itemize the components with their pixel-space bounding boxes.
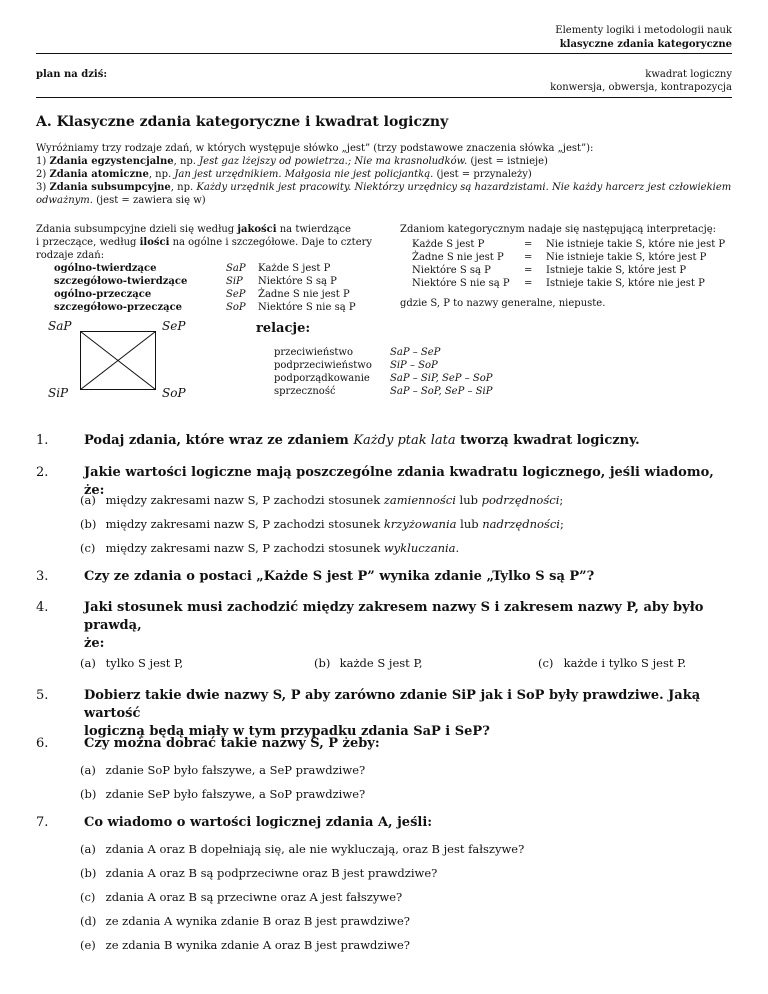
- left-line-1: Zdania subsumpcyjne dzieli się według jakości na twierdzące: [36, 224, 351, 235]
- plan-item-2: konwersja, obwersja, kontrapozycja: [550, 82, 732, 93]
- plan-item-1: kwadrat logiczny: [645, 69, 732, 80]
- q2-sub-b: (b) między zakresami nazw S, P zachodzi stosunek krzyżowania lub nadrzędności;: [80, 517, 564, 531]
- interp-row: Niektóre S nie są P = Istnieje takie S, które nie jest P: [412, 278, 705, 289]
- square-label-sop: SoP: [162, 386, 186, 400]
- relation-row: przeciwieństwo SaP – SeP: [274, 347, 441, 358]
- q7-sub-b: (b) zdania A oraz B są podprzeciwne oraz B jest prawdziwe?: [80, 866, 438, 880]
- relations-title: relacje:: [256, 321, 311, 336]
- intro-item-3: 3) Zdania subsumpcyjne, np. Każdy urzędnik jest pracowity. Niektórzy urzędnicy są hazardzistami. Nie każdy harcerz jest człowiekiem: [36, 182, 732, 193]
- section-title: A. Klasyczne zdania kategoryczne i kwadrat logiczny: [36, 114, 449, 130]
- left-line-3: rodzaje zdań:: [36, 250, 105, 261]
- course-title: Elementy logiki i metodologii nauk: [555, 25, 732, 36]
- q7-sub-d: (d) ze zdania A wynika zdanie B oraz B jest prawdziwe?: [80, 914, 410, 928]
- q7-sub-a: (a) zdania A oraz B dopełniają się, ale nie wykluczają, oraz B jest fałszywe?: [80, 842, 525, 856]
- square-label-sep: SeP: [162, 319, 186, 333]
- intro-line: Wyróżniamy trzy rodzaje zdań, w których występuje słówko „jest” (trzy podstawowe znaczenia słówka „jest”):: [36, 143, 594, 154]
- relation-row: podprzeciwieństwo SiP – SoP: [274, 360, 438, 371]
- kind-row: ogólno-przeczące SeP Żadne S nie jest P: [54, 289, 350, 300]
- q7-sub-c: (c) zdania A oraz B są przeciwne oraz A jest fałszywe?: [80, 890, 403, 904]
- q7-sub-e: (e) ze zdania B wynika zdanie A oraz B jest prawdziwe?: [80, 938, 410, 952]
- q4-sub-b: (b) każde S jest P,: [314, 656, 423, 670]
- kind-row: szczegółowo-przeczące SoP Niektóre S nie są P: [54, 302, 356, 313]
- interp-row: Każde S jest P = Nie istnieje takie S, które nie jest P: [412, 239, 726, 250]
- plan-label: plan na dziś:: [36, 69, 108, 80]
- relation-row: podporządkowanie SaP – SiP, SeP – SoP: [274, 373, 493, 384]
- intro-item-1: 1) Zdania egzystencjalne, np. Jest gaz lżejszy od powietrza.; Nie ma krasnoludków. (jest = istnieje): [36, 156, 548, 167]
- intro-item-2: 2) Zdania atomiczne, np. Jan jest urzędnikiem. Małgosia nie jest policjantką. (jest = przynależy): [36, 169, 532, 180]
- q2-sub-c: (c) między zakresami nazw S, P zachodzi stosunek wykluczania.: [80, 541, 460, 555]
- interpretation-table: [412, 238, 725, 290]
- left-block: [36, 223, 392, 314]
- q4-sub-a: (a) tylko S jest P,: [80, 656, 184, 670]
- left-line-2: i przeczące, według ilości na ogólne i szczegółowe. Daje to cztery: [36, 237, 373, 248]
- square-label-sap: SaP: [48, 319, 72, 333]
- right-block: [400, 223, 740, 310]
- intro-item-3-cont: odważnym. (jest = zawiera się w): [36, 195, 206, 206]
- interp-row: Niektóre S są P = Istnieje takie S, które jest P: [412, 265, 687, 276]
- q6-sub-b: (b) zdanie SeP było fałszywe, a SoP prawdziwe?: [80, 787, 366, 801]
- right-note: gdzie S, P to nazwy generalne, niepuste.: [400, 298, 606, 309]
- topic-title: klasyczne zdania kategoryczne: [559, 39, 732, 50]
- q2-sub-a: (a) między zakresami nazw S, P zachodzi stosunek zamienności lub podrzędności;: [80, 493, 564, 507]
- relations-table: [274, 346, 492, 398]
- logical-square-diagram: [80, 331, 164, 391]
- relation-row: sprzeczność SaP – SoP, SeP – SiP: [274, 386, 493, 397]
- kind-row: ogólno-twierdzące SaP Każde S jest P: [54, 263, 331, 274]
- intro-paragraph: [36, 142, 736, 207]
- interp-row: Żadne S nie jest P = Nie istnieje takie S, które jest P: [412, 252, 707, 263]
- right-intro: Zdaniom kategorycznym nadaje się następującą interpretację:: [400, 224, 716, 235]
- kinds-table: [54, 262, 356, 314]
- q4-sub-c: (c) każde i tylko S jest P.: [538, 656, 687, 670]
- q6-sub-a: (a) zdanie SoP było fałszywe, a SeP prawdziwe?: [80, 763, 366, 777]
- square-label-sip: SiP: [48, 386, 69, 400]
- kind-row: szczegółowo-twierdzące SiP Niektóre S są P: [54, 276, 337, 287]
- header-rule-2: [36, 97, 732, 98]
- header-rule: [36, 53, 732, 54]
